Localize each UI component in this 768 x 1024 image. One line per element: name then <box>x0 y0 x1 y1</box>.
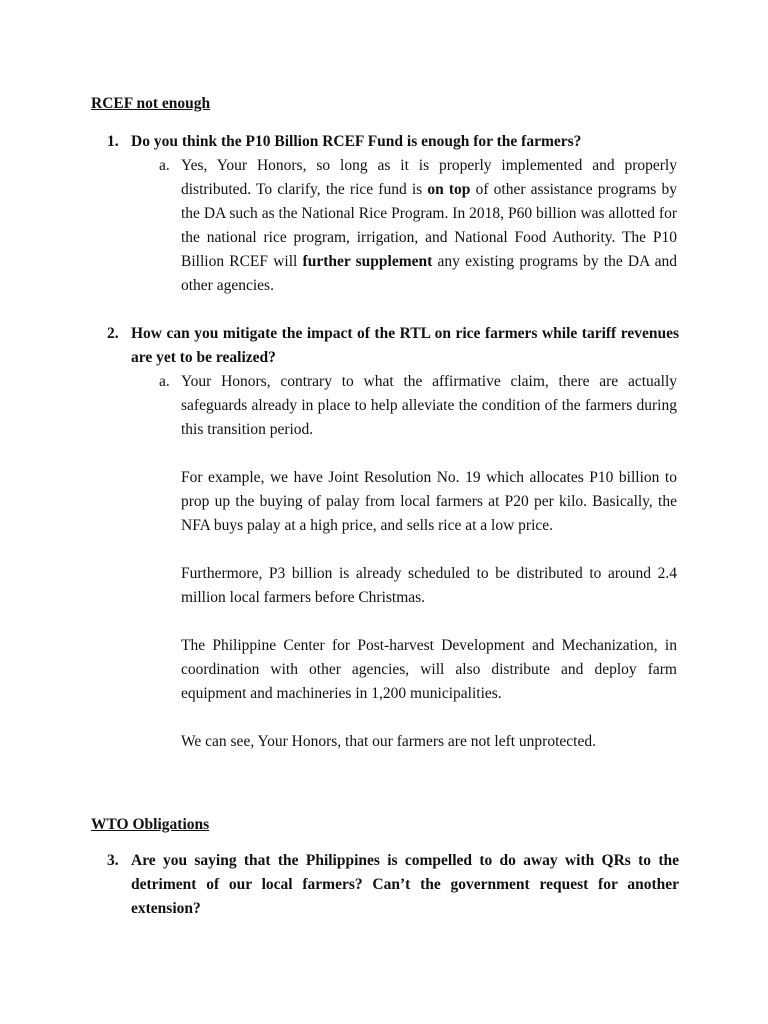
answer-emphasis: further supplement <box>302 253 433 270</box>
question-text: How can you mitigate the impact of the RTL on rice farmers while tariff revenues are yet to be realized? <box>131 325 679 366</box>
question-text: Are you saying that the Philippines is compelled to do away with QRs to the detriment of our local farmers? Can’t the government request for another extension? <box>131 852 679 917</box>
question-2 <box>107 322 679 370</box>
answer-paragraph <box>181 154 677 298</box>
answer-2a <box>159 370 677 754</box>
answer-paragraph: The Philippine Center for Post-harvest Development and Mechanization, in coordination with other agencies, will also distribute and deploy farm equipment and machineries in 1,200 municipalities. <box>181 637 677 702</box>
answer-marker: a. <box>159 157 170 174</box>
answer-emphasis: on top <box>427 181 471 198</box>
answer-paragraph: For example, we have Joint Resolution No. 19 which allocates P10 billion to prop up the buying of palay from local farmers at P20 per kilo. Basically, the NFA buys palay at a high price, and sells rice at a low price. <box>181 469 677 534</box>
question-number: 2. <box>107 325 119 342</box>
answer-text: Yes, Your Honors, so long as it is properly implemented and properly distributed. To clarify, the rice fund is <box>181 157 677 198</box>
answer-1a <box>159 154 677 298</box>
answer-paragraph: Your Honors, contrary to what the affirmative claim, there are actually safeguards already in place to help alleviate the condition of the farmers during this transition period. <box>181 373 677 438</box>
answer-paragraph: Furthermore, P3 billion is already scheduled to be distributed to around 2.4 million local farmers before Christmas. <box>181 565 677 606</box>
question-1 <box>107 130 679 154</box>
question-3 <box>107 849 679 921</box>
section-heading-rcef: RCEF not enough <box>91 95 211 112</box>
answer-text: any existing programs by the DA and other agencies. <box>181 253 678 294</box>
answer-marker: a. <box>159 373 170 390</box>
section-heading-wto: WTO Obligations <box>91 816 210 833</box>
question-text: Do you think the P10 Billion RCEF Fund is enough for the farmers? <box>131 133 582 150</box>
question-number: 1. <box>107 133 119 150</box>
question-number: 3. <box>107 852 119 869</box>
answer-text: of other assistance programs by the DA such as the National Rice Program. In 2018, P60 billion was allotted for the national rice program, irrigation, and National Food Authority. The P10 Billion RCEF will <box>181 181 677 270</box>
answer-paragraph: We can see, Your Honors, that our farmers are not left unprotected. <box>181 733 596 750</box>
